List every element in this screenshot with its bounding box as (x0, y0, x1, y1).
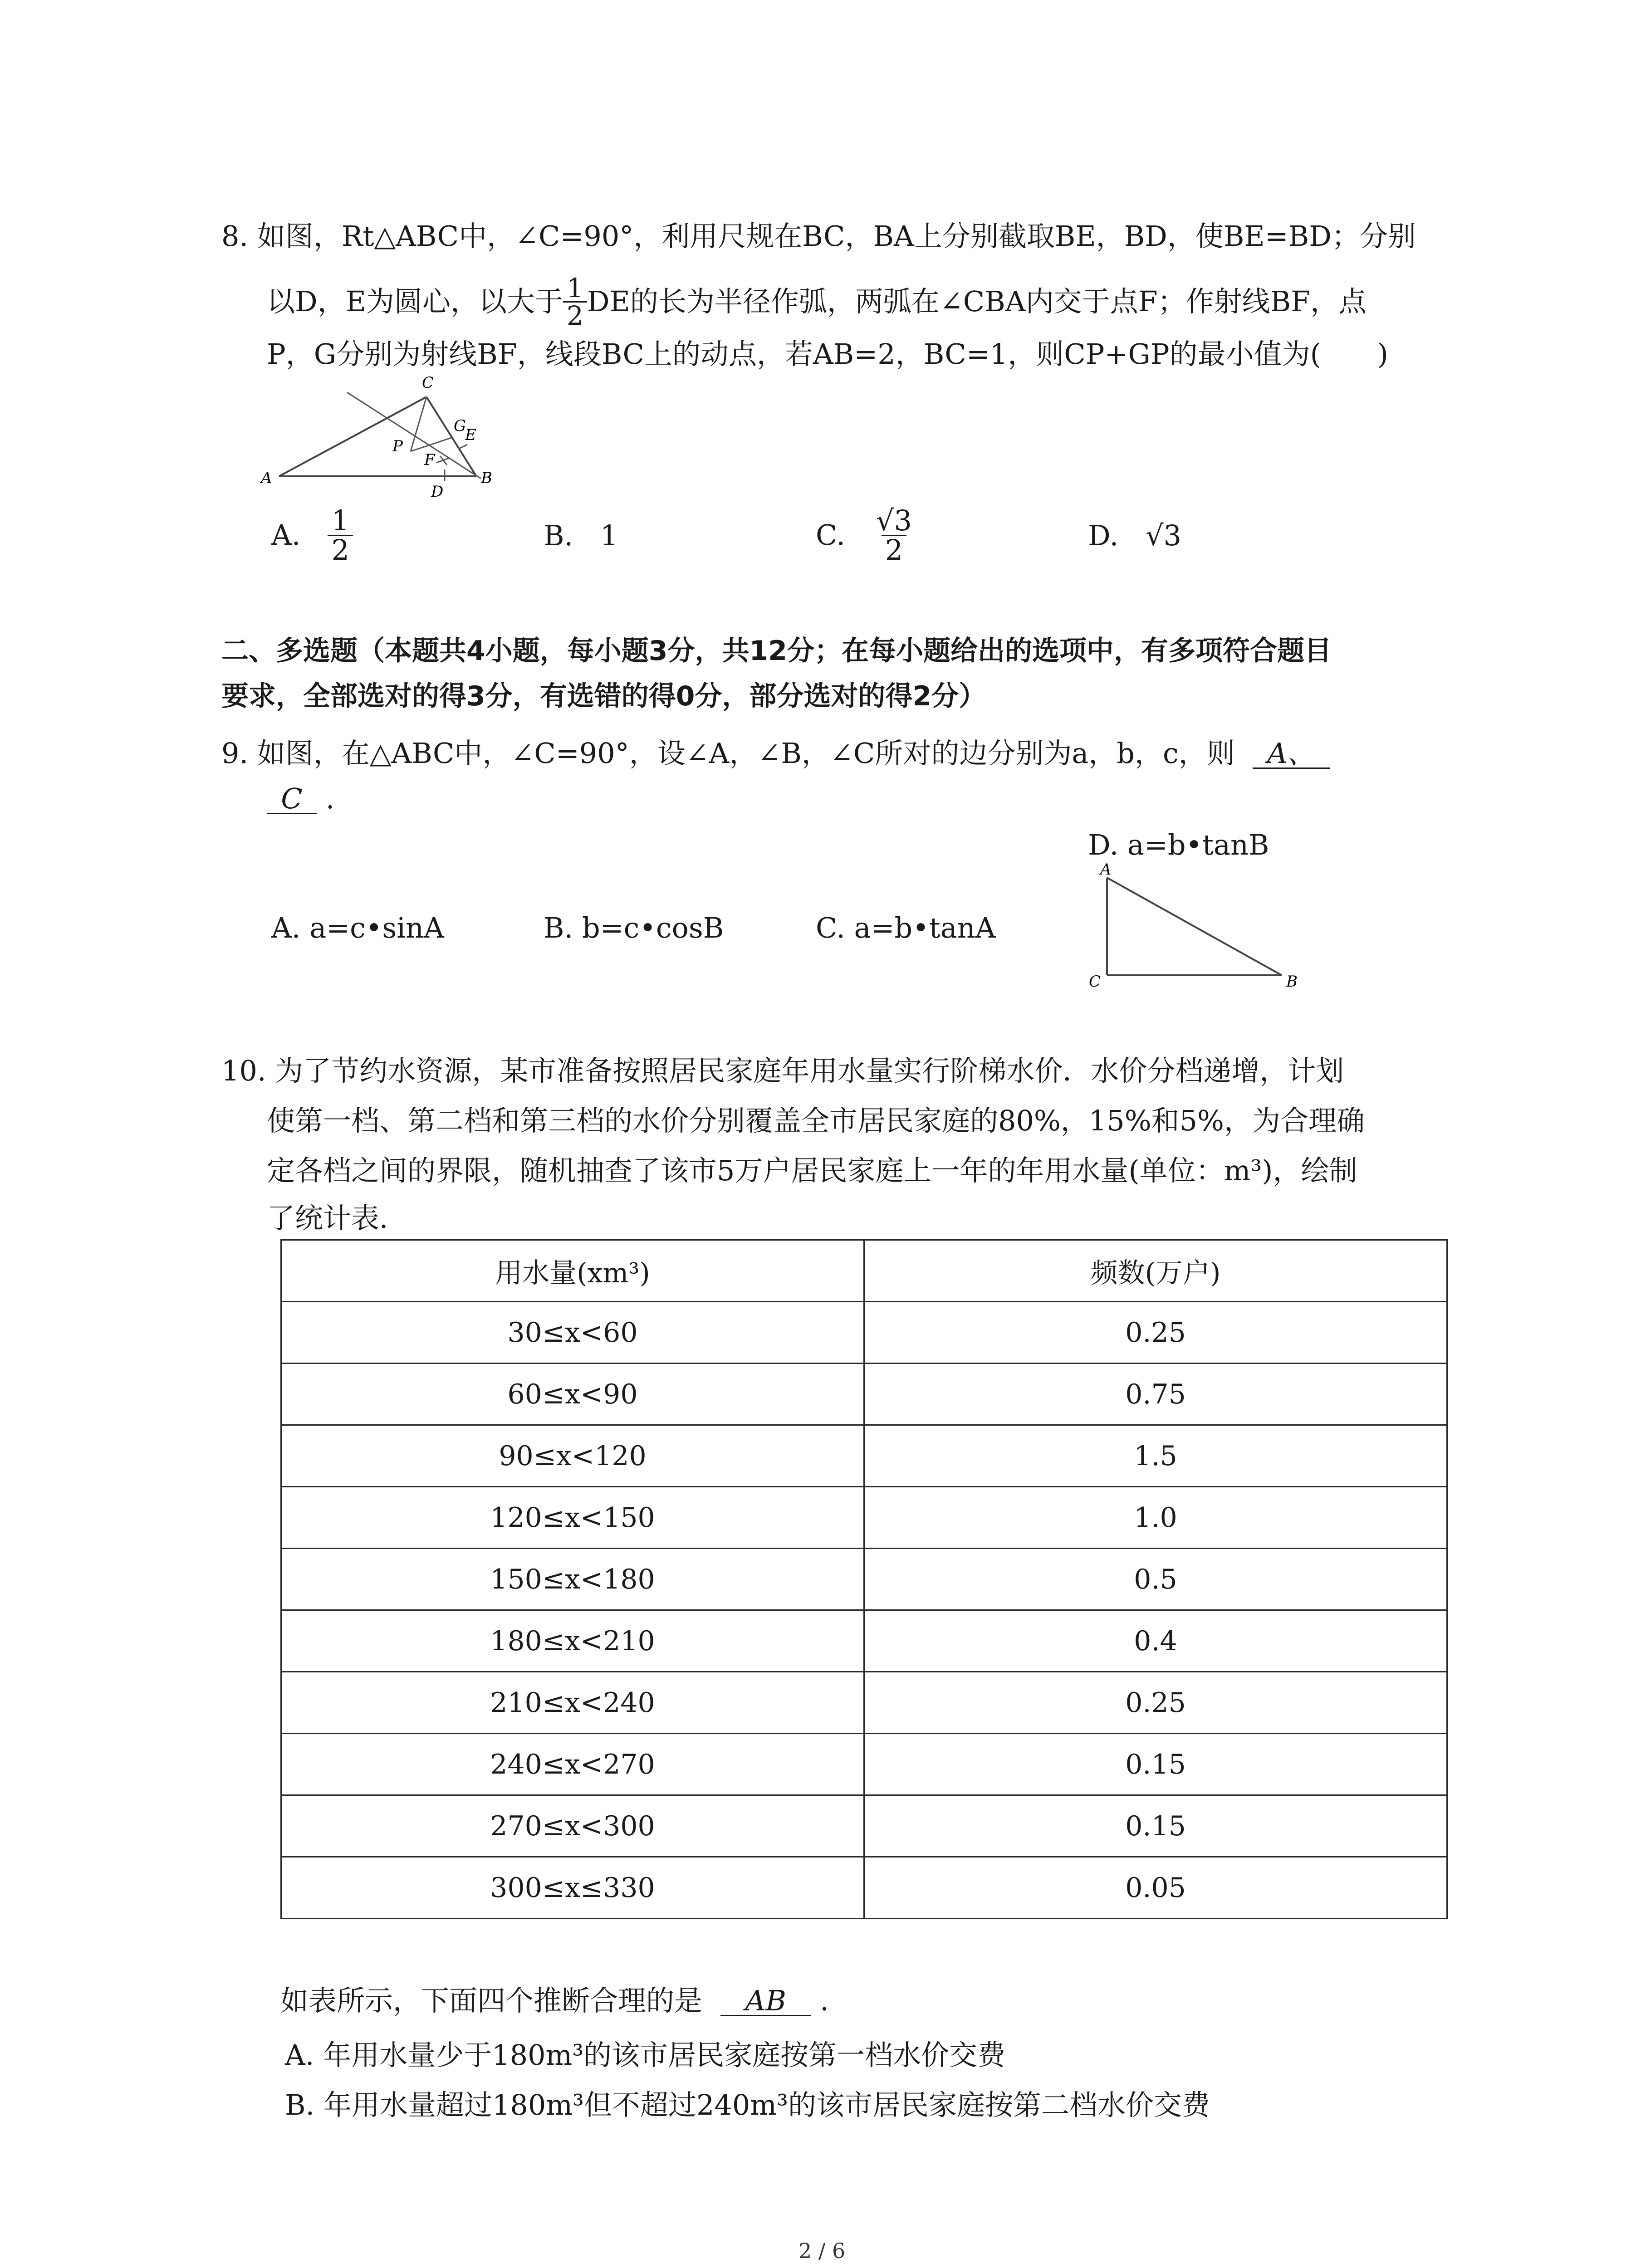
q9-option-a[interactable]: A. a=c•sinA (271, 911, 444, 944)
q8-option-b-text: 1 (600, 519, 618, 552)
q8-fraction (563, 272, 587, 331)
q10-inference-line (280, 1984, 848, 2017)
q10-line2: 使第一档、第二档和第三档的水价分别覆盖全市居民家庭的80%，15%和5%，为合理确 (267, 1104, 1365, 1137)
q10-line4: 了统计表． (267, 1202, 408, 1235)
q8-figure (259, 372, 504, 503)
q8-option-a[interactable] (271, 499, 353, 572)
q8-option-c-den: 2 (882, 535, 906, 564)
table-row (281, 1549, 1447, 1610)
header-cell-usage: 用水量(xm³) (281, 1240, 864, 1302)
q10-line1: 10. 为了节约水资源，某市准备按照居民家庭年用水量实行阶梯水价．水价分档递增，计划 (221, 1054, 1344, 1087)
table-header-row (281, 1240, 1447, 1302)
q9-line1-text: 9. 如图，在△ABC中，∠C=90°，设∠A，∠B，∠C所对的边分别为a，b，c，则 (221, 737, 1235, 770)
usage-range-cell: 90≤x<120 (281, 1425, 864, 1487)
usage-range-cell: 270≤x<300 (281, 1795, 864, 1857)
table-row (281, 1857, 1447, 1919)
frequency-cell: 0.75 (864, 1364, 1447, 1425)
q8-line1: 8. 如图，Rt△ABC中，∠C=90°，利用尺规在BC，BA上分别截取BE，BD，使BE=BD；分别 (221, 220, 1416, 253)
q8-ray-bf (347, 392, 481, 479)
frequency-cell: 1.5 (864, 1425, 1447, 1487)
q8-option-c-frac (872, 503, 916, 567)
q8-option-d-label: D. (1088, 519, 1119, 552)
q9-answer-blank1: A、 (1253, 739, 1330, 769)
table-row (281, 1425, 1447, 1487)
frequency-cell: 0.5 (864, 1549, 1447, 1610)
q8-side-ac (279, 397, 426, 476)
q8-label-d: D (431, 483, 444, 501)
q9-figure (1082, 862, 1313, 998)
q8-label-b: B (481, 469, 492, 487)
page-number: 2 / 6 (798, 2239, 846, 2263)
q10-inference-text: 如表所示，下面四个推断合理的是 (280, 1984, 703, 2017)
frequency-cell: 0.05 (864, 1857, 1447, 1919)
q8-option-c-label: C. (816, 518, 845, 552)
q8-label-g: G (454, 417, 466, 435)
q9-answer-blank2: C (267, 785, 317, 814)
q8-frac-num: 1 (566, 272, 583, 303)
q8-option-b[interactable] (544, 519, 618, 552)
q8-option-a-frac (328, 503, 353, 567)
frequency-cell: 0.25 (864, 1302, 1447, 1364)
usage-range-cell: 60≤x<90 (281, 1364, 864, 1425)
q10-option-b[interactable]: B. 年用水量超过180m³但不超过240m³的该市居民家庭按第二档水价交费 (285, 2088, 1210, 2121)
usage-range-cell: 300≤x≤330 (281, 1857, 864, 1919)
usage-range-cell: 150≤x<180 (281, 1549, 864, 1610)
q9-label-c: C (1089, 973, 1101, 991)
q10-line3: 定各档之间的界限，随机抽查了该市5万户居民家庭上一年的年用水量(单位：m³)，绘制 (267, 1154, 1357, 1187)
header-cell-frequency: 频数(万户) (864, 1240, 1447, 1302)
q9-option-d[interactable]: D. a=b•tanB (1088, 828, 1269, 861)
frequency-cell: 1.0 (864, 1487, 1447, 1549)
q8-line2-post: DE的长为半径作弧，两弧在∠CBA内交于点F；作射线BF，点 (587, 285, 1367, 318)
q8-option-a-label: A. (271, 518, 301, 552)
water-usage-table (280, 1239, 1448, 1919)
q8-option-b-label: B. (544, 519, 573, 552)
q8-segment-gp (411, 438, 451, 451)
usage-range-cell: 240≤x<270 (281, 1734, 864, 1795)
q9-label-b: B (1286, 973, 1298, 991)
q9-line2 (267, 782, 335, 815)
table-row (281, 1734, 1447, 1795)
section2-heading-line1: 二、多选题（本题共4小题，每小题3分，共12分；在每小题给出的选项中，有多项符合题目 (221, 635, 1332, 667)
usage-range-cell: 120≤x<150 (281, 1487, 864, 1549)
q8-option-a-den: 2 (328, 535, 353, 564)
q9-option-b[interactable]: B. b=c•cosB (544, 911, 724, 944)
usage-range-cell: 180≤x<210 (281, 1610, 864, 1672)
section2-heading-line2: 要求，全部选对的得3分，有选错的得0分，部分选对的得2分） (221, 680, 986, 712)
q8-label-f: F (424, 451, 435, 469)
table-body (281, 1240, 1447, 1919)
table-row (281, 1795, 1447, 1857)
q10-inference-post: ． (820, 1984, 848, 2017)
table-row (281, 1487, 1447, 1549)
usage-range-cell: 30≤x<60 (281, 1302, 864, 1364)
frequency-cell: 0.25 (864, 1672, 1447, 1734)
q8-line2-pre: 以D，E为圆心，以大于 (267, 285, 563, 318)
q8-label-e: E (465, 426, 476, 444)
q8-label-p: P (392, 437, 403, 455)
q8-frac-den: 2 (563, 301, 587, 329)
table-row (281, 1672, 1447, 1734)
q8-tick-e (458, 445, 467, 449)
q8-line3: P，G分别为射线BF，线段BC上的动点，若AB=2，BC=1，则CP+GP的最小值为( ) (267, 337, 1388, 371)
frequency-cell: 0.4 (864, 1610, 1447, 1672)
table-row (281, 1302, 1447, 1364)
q9-option-c[interactable]: C. a=b•tanA (816, 911, 996, 944)
q8-label-c: C (422, 374, 434, 392)
table-row (281, 1364, 1447, 1425)
q10-answer-blank: AB (720, 1987, 811, 2016)
frequency-cell: 0.15 (864, 1795, 1447, 1857)
q8-option-d[interactable] (1088, 519, 1181, 552)
frequency-cell: 0.15 (864, 1734, 1447, 1795)
q8-option-c[interactable] (816, 499, 916, 572)
q10-option-a[interactable]: A. 年用水量少于180m³的该市居民家庭按第一档水价交费 (285, 2038, 1006, 2072)
table-row (281, 1610, 1447, 1672)
q8-option-a-num: 1 (331, 503, 349, 537)
q8-label-a: A (261, 469, 272, 487)
q9-label-a: A (1100, 862, 1112, 879)
q8-option-c-num: √3 (876, 503, 912, 537)
q8-option-d-text: √3 (1145, 519, 1181, 552)
q9-line1 (221, 739, 1330, 769)
q8-line2 (267, 268, 1367, 336)
usage-range-cell: 210≤x<240 (281, 1672, 864, 1734)
q9-side-ab (1107, 878, 1282, 975)
q9-line2-post: . (325, 782, 335, 815)
